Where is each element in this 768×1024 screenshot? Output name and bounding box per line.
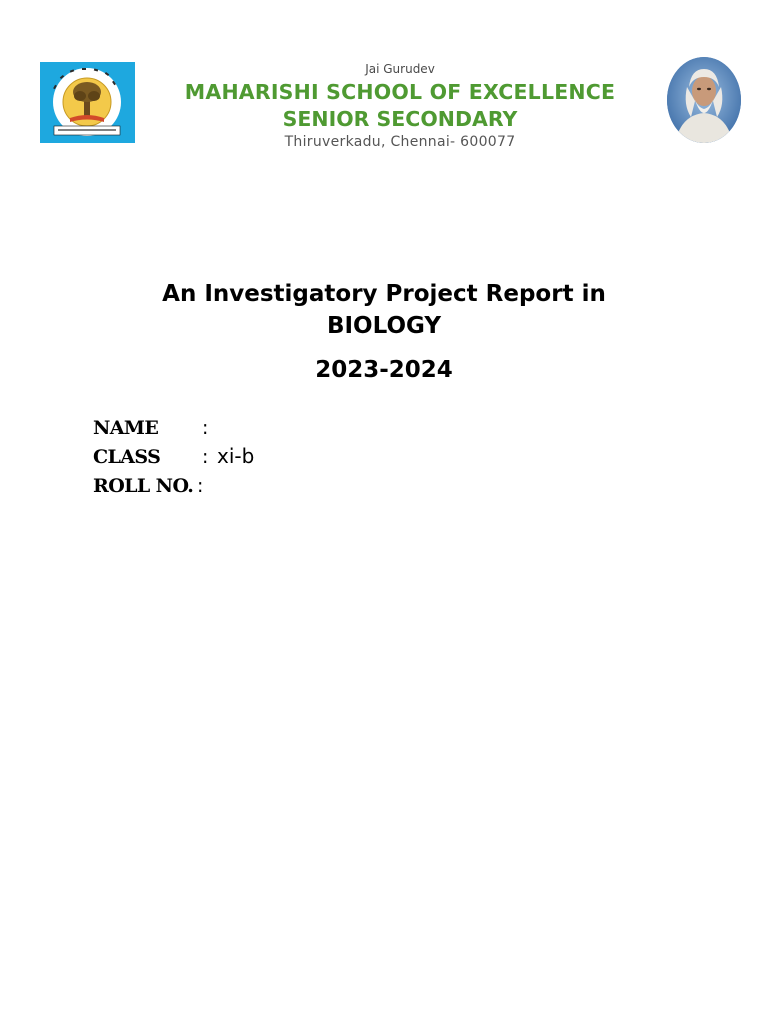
field-class-colon: : xyxy=(202,446,209,468)
field-name-colon: : xyxy=(202,417,209,439)
school-name: MAHARISHI SCHOOL OF EXCELLENCE xyxy=(184,80,616,104)
field-name-label: NAME xyxy=(93,417,159,439)
school-level: SENIOR SECONDARY xyxy=(282,107,518,131)
field-roll-colon: : xyxy=(197,475,204,497)
field-class-row xyxy=(93,443,593,472)
school-crest-logo xyxy=(40,62,135,143)
report-title-block xyxy=(84,278,684,386)
academic-year: 2023-2024 xyxy=(315,357,453,383)
student-details xyxy=(93,414,593,501)
school-address: Thiruverkadu, Chennai- 600077 xyxy=(284,134,516,150)
field-class-value: xi-b xyxy=(217,444,255,468)
field-roll-row xyxy=(93,472,593,501)
report-subject: BIOLOGY xyxy=(326,313,442,339)
founder-portrait xyxy=(667,57,741,143)
field-roll-label: ROLL NO. xyxy=(93,475,194,497)
field-class-label: CLASS xyxy=(93,446,161,468)
field-name-row xyxy=(93,414,593,443)
letterhead-tagline: Jai Gurudev xyxy=(365,62,435,76)
report-title: An Investigatory Project Report in xyxy=(162,281,606,307)
